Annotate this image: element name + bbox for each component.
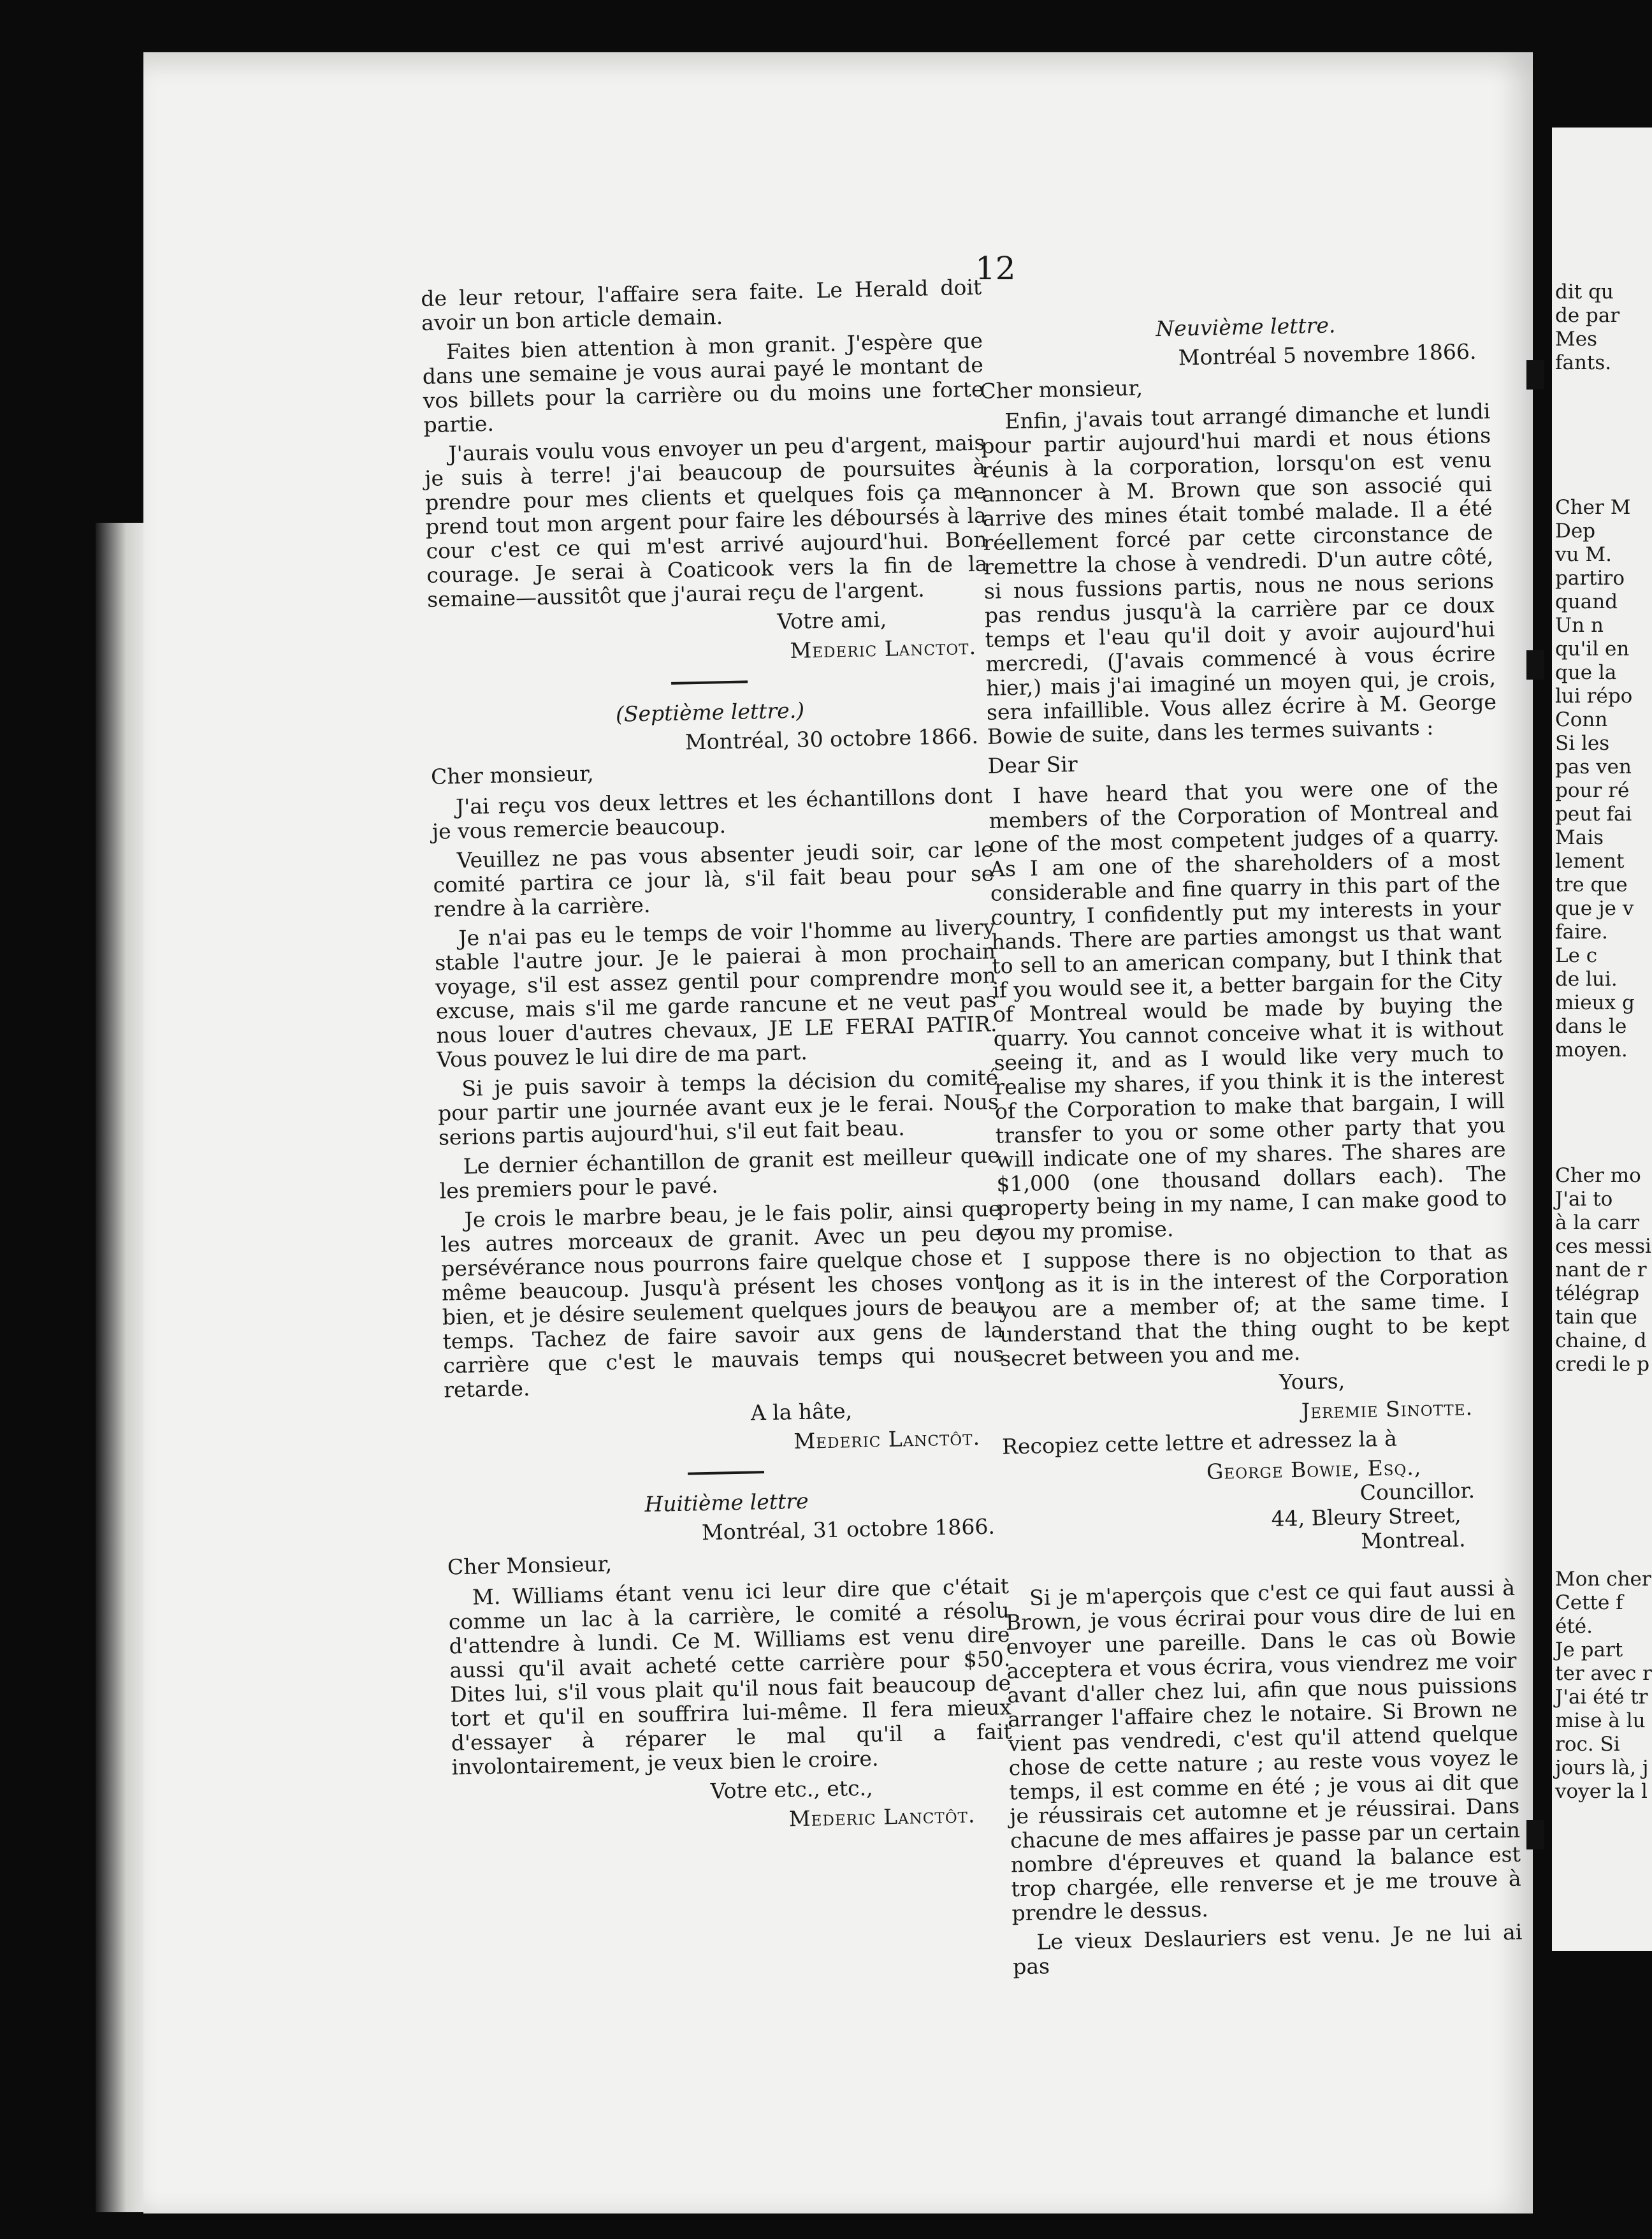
left-column bbox=[421, 275, 1014, 1844]
adjacent-page-text bbox=[1555, 281, 1651, 1804]
line: partiro bbox=[1555, 567, 1625, 590]
address-line: Councillor. bbox=[1359, 1478, 1475, 1505]
line: lement bbox=[1555, 850, 1625, 873]
line: pour ré bbox=[1555, 779, 1630, 802]
line: ces messi bbox=[1555, 1235, 1651, 1258]
letter-salutation-english: Dear Sir bbox=[987, 751, 1078, 778]
line: qu'il en bbox=[1555, 638, 1630, 660]
line: quand bbox=[1555, 590, 1618, 613]
line: tain que bbox=[1555, 1306, 1637, 1329]
line: que je v bbox=[1555, 897, 1634, 920]
line: mise à lu bbox=[1555, 1709, 1646, 1732]
page-number: 12 bbox=[975, 250, 1016, 287]
line: dans le bbox=[1555, 1015, 1627, 1038]
line: roc. Si bbox=[1555, 1733, 1620, 1756]
paragraph: Veuillez ne pas vous absenter jeudi soir, car le comité partira ce jour là, s'il fait beau pour se rendre à la carrière. bbox=[433, 836, 994, 922]
page-edge-shadow bbox=[96, 523, 147, 2212]
binding-mark bbox=[1526, 650, 1544, 680]
line: télégrap bbox=[1555, 1282, 1640, 1305]
letter-closing: A la hâte, bbox=[750, 1398, 853, 1426]
letter-closing: Yours, bbox=[1279, 1368, 1345, 1395]
paragraph: Le dernier échantillon de granit est meilleur que les premiers pour le pavé. bbox=[439, 1142, 1001, 1204]
letter-heading: Huitième lettre bbox=[644, 1488, 809, 1517]
line: Cette f bbox=[1555, 1591, 1623, 1614]
line: de lui. bbox=[1555, 968, 1618, 991]
line: moyen. bbox=[1555, 1039, 1628, 1061]
letter-closing: Votre ami, bbox=[776, 606, 887, 634]
section-divider bbox=[671, 680, 748, 685]
line: Le c bbox=[1555, 944, 1598, 967]
section-divider bbox=[688, 1471, 764, 1475]
line: credi le p bbox=[1555, 1353, 1650, 1376]
line: tre que bbox=[1555, 873, 1628, 896]
address-block bbox=[1003, 1454, 1514, 1561]
paragraph: Je crois le marbre beau, je le fais polir, ainsi que les autres morceaux de granit. Avec un peu de persévérance nous pourrons faire quelque chose et même beaucoup. Jusqu'à présent les choses vont bien, et je désire seulement quelques jours de beau temps. Tachez de faire savoir aux gens de la carrière que c'est le mauvais temps qui nous retarde. bbox=[440, 1196, 1004, 1403]
line: J'ai été tr bbox=[1555, 1686, 1648, 1709]
paragraph: de leur retour, l'affaire sera faite. Le Herald doit avoir un bon article demain. bbox=[420, 274, 982, 335]
line: Mais bbox=[1555, 826, 1604, 849]
letter-signature: Mederic Lanctôt. bbox=[788, 1802, 976, 1832]
line: dit qu bbox=[1555, 281, 1614, 303]
letter-signature: Mederic Lanctôt. bbox=[793, 1425, 981, 1454]
letter-dateline: Montréal, 30 octobre 1866. bbox=[685, 723, 979, 755]
line: ter avec r bbox=[1555, 1662, 1652, 1685]
letter-dateline: Montréal, 31 octobre 1866. bbox=[701, 1513, 996, 1545]
line: à la carr bbox=[1555, 1211, 1640, 1234]
line: jours là, j bbox=[1555, 1756, 1649, 1779]
paragraph: Je n'ai pas eu le temps de voir l'homme au livery stable l'autre jour. Je le paierai à mon prochain voyage, s'il est assez gentil pour comprendre mon excuse, mais s'il me garde rancune et ne veut pas nous louer d'autres chevaux, JE LE FERAI PATIR. Vous pouvez le lui dire de ma part. bbox=[434, 914, 997, 1072]
letter-closing: Votre etc., etc., bbox=[710, 1775, 873, 1804]
line: fants. bbox=[1555, 351, 1612, 374]
line: que la bbox=[1555, 661, 1617, 684]
line: chaine, d bbox=[1555, 1329, 1647, 1352]
letter-dateline: Montréal 5 novembre 1866. bbox=[1178, 339, 1477, 370]
paragraph: Faites bien attention à mon granit. J'espère que dans une semaine je vous aurai payé le montant de vos billets pour la carrière ou du moins une forte partie. bbox=[422, 328, 984, 437]
letter-salutation: Cher monsieur, bbox=[430, 761, 595, 789]
line: Conn bbox=[1555, 708, 1608, 731]
line: Dep bbox=[1555, 520, 1596, 543]
address-line: 44, Bleury Street, bbox=[1271, 1502, 1461, 1531]
address-line: George Bowie, Esq., bbox=[1206, 1454, 1422, 1484]
paragraph: Si je m'aperçois que c'est ce qui faut aussi à Brown, je vous écrirai pour vous dire de lui en envoyer une pareille. Dans le cas où Bowie acceptera et vous écrira, vous viendrez me voir avant d'aller chez lui, afin que nous puissions arranger l'affaire chez le notaire. Si Brown ne vient pas vendredi, c'est qu'il attend quelque chose de cette nature ; au reste vous voyez le temps, il est comme en été ; je vous ai dit que je réussirais cet automne et je réussirai. Dans chacune de mes affaires je passe par un certain nombre d'épreuves et quand la balance est trop chargée, elle renverse et je me trouve à prendre le dessus. bbox=[1005, 1575, 1521, 1926]
paragraph: J'aurais voulu vous envoyer un peu d'argent, mais je suis à terre! j'ai beaucoup de poursuites à prendre pour mes clients et quelques fois ça me prend tout mon argent pour faire les déboursés à la cour c'est ce qui m'est arrivé aujourd'hui. Bon courage. Je serai à Coaticook vers la fin de la semaine—aussitôt que j'aurai reçu de l'argent. bbox=[424, 430, 988, 612]
line: Mon cher bbox=[1555, 1568, 1651, 1591]
line: pas ven bbox=[1555, 755, 1632, 778]
line: Si les bbox=[1555, 732, 1610, 755]
line: peut fai bbox=[1555, 803, 1632, 826]
line: nant de r bbox=[1555, 1258, 1647, 1281]
line: Cher M bbox=[1555, 496, 1631, 519]
letter-heading: (Septième lettre.) bbox=[615, 697, 805, 727]
paragraph: Enfin, j'avais tout arrangé dimanche et lundi pour partir aujourd'hui mardi et nous étions réunis à la corporation, lorsqu'on est venu annoncer à M. Brown que son associé qui arrive des mines était tombé malade. Il a été réellement forcé par cette circonstance de remettre la chose à vendredi. D'un autre côté, si nous fussions partis, nous ne nous serions pas rendus jusqu'à la carrière par ce doux temps et l'eau qu'il doit y avoir aujourd'hui mercredi, (J'avais commencé à vous écrire hier,) mais j'ai imaginé un moyen qui, je crois, sera infaillible. Vous allez écrire à M. George Bowie de suite, dans les termes suivants : bbox=[980, 398, 1497, 749]
line: J'ai to bbox=[1555, 1188, 1613, 1211]
paragraph: J'ai reçu vos deux lettres et les échantillons dont je vous remercie beaucoup. bbox=[431, 783, 993, 844]
letter-salutation: Cher monsieur, bbox=[980, 375, 1143, 404]
paragraph: Si je puis savoir à temps la décision du comité pour partir une journée avant eux je le ferai. Nous serions partis aujourd'hui, s'il eut fait beau. bbox=[437, 1065, 999, 1150]
paragraph: M. Williams étant venu ici leur dire que c'était comme un lac à la carrière, le comité a résolu d'attendre à lundi. Ce M. Williams est venu dire aussi qu'il avait acheté cette carrière pour $50. Dites lui, s'il vous plait qu'il nous fait beaucoup de tort et qu'il en souffrira lui-même. Il fera mieux d'essayer à réparer le mal qu'il a fait involontairement, je veux bien le croire. bbox=[448, 1573, 1013, 1780]
address-line: Montreal. bbox=[1360, 1526, 1466, 1554]
line: Cher mo bbox=[1555, 1164, 1641, 1187]
line: Un n bbox=[1555, 614, 1604, 637]
letter-signature: Mederic Lanctot. bbox=[790, 634, 977, 663]
paragraph: I suppose there is no objection to that as long as it is in the interest of the Corporation you are a member of; at the same time. I understand that the thing ought to be kept secret between you and me. bbox=[998, 1238, 1510, 1371]
line: de par bbox=[1555, 304, 1620, 327]
letter-heading: Neuvième lettre. bbox=[1155, 312, 1336, 342]
instruction-line: Recopiez cette lettre et adressez la à bbox=[1001, 1426, 1398, 1459]
letter-signature: Jeremie Sinotte. bbox=[1301, 1395, 1474, 1424]
line: vu M. bbox=[1555, 543, 1612, 566]
line: voyer la l bbox=[1555, 1780, 1648, 1803]
line: lui répo bbox=[1555, 685, 1633, 708]
right-column bbox=[978, 305, 1523, 1984]
letter-salutation: Cher Monsieur, bbox=[447, 1551, 612, 1580]
line: Mes bbox=[1555, 328, 1597, 351]
binding-mark bbox=[1526, 1820, 1544, 1849]
paragraph: Le vieux Deslauriers est venu. Je ne lui ai pas bbox=[1012, 1919, 1523, 1980]
line: Je part bbox=[1555, 1638, 1623, 1661]
line: faire. bbox=[1555, 921, 1608, 944]
binding-mark bbox=[1526, 360, 1544, 390]
line: été. bbox=[1555, 1615, 1593, 1638]
paragraph: I have heard that you were one of the members of the Corporation of Montreal and one of the most competent judges of a quarry. As I am one of the shareholders of a most considerable and fine quarry in this part of the country, I confidently put my interests in your hands. There are parties amongst us that want to sell to an american company, but I think that if you would see it, a better bargain for the City of Montreal would be made by buying the quarry. You cannot conceive what it is without seeing it, and as I would like very much to realise my shares, if you think it is the interest of the Corporation to make that bargain, I will transfer to you or some other party that you will indicate one of my shares. The shares are $1,000 (one thousand dollars each). The property being in my name, I can make good to you my promise. bbox=[989, 773, 1507, 1245]
line: mieux g bbox=[1555, 991, 1635, 1014]
